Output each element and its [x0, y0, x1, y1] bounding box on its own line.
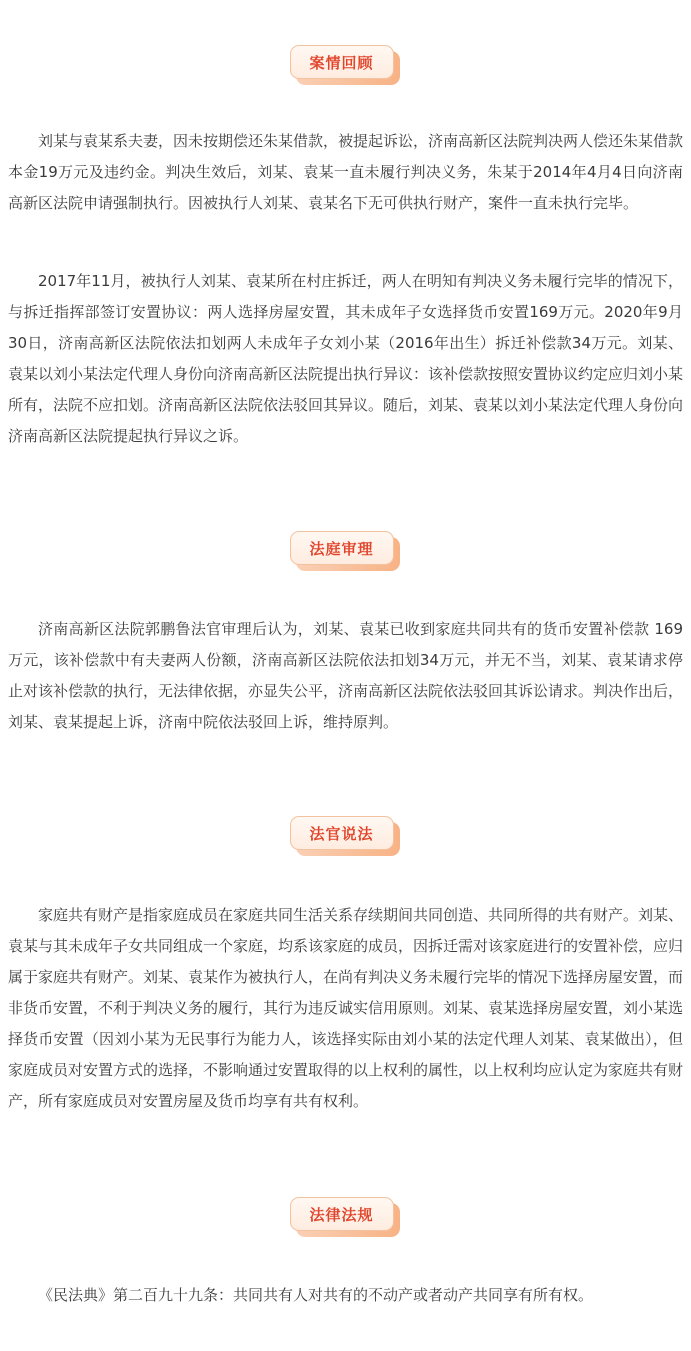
- section-heading-laws: [290, 1197, 402, 1237]
- section-title: 案情回顾: [309, 53, 374, 72]
- badge-frame: [290, 531, 394, 565]
- judge-says-paragraph: 家庭共有财产是指家庭成员在家庭共同生活关系存续期间共同创造、共同所得的共有财产。刘某、袁某与其未成年子女共同组成一个家庭，均系该家庭的成员，因拆迁需对该家庭进行的安置补偿，应归属于家庭共有财产。刘某、袁某作为被执行人，在尚有判决义务未履行完毕的情况下选择房屋安置，而非货币安置，不利于判决义务的履行，其行为违反诚实信用原则。刘某、袁某选择房屋安置，刘小某选择货币安置（因刘小某为无民事行为能力人，该选择实际由刘小某的法定代理人刘某、袁某做出），但家庭成员对安置方式的选择，不影响通过安置取得的以上权利的属性，以上权利均应认定为家庭共有财产，所有家庭成员对安置房屋及货币均享有共有权利。: [8, 906, 684, 1110]
- section-title: 法庭审理: [309, 539, 374, 558]
- badge-frame: [290, 1197, 394, 1231]
- section-heading-case-review: [290, 45, 402, 85]
- section-title: 法官说法: [309, 824, 374, 843]
- section-heading-judge-says: [290, 816, 402, 856]
- court-trial-paragraph: 济南高新区法院郭鹏鲁法官审理后认为，刘某、袁某已收到家庭共同共有的货币安置补偿款 169万元，该补偿款中有夫妻两人份额，济南高新区法院依法扣划34万元，并无不当，刘某、袁某请求停止对该补偿款的执行，无法律依据，亦显失公平，济南高新区法院依法驳回其诉讼请求。判决作出后，刘某、袁某提起上诉，济南中院依法驳回上诉，维持原判。: [8, 620, 684, 731]
- laws-paragraph: 《民法典》第二百九十九条：共同共有人对共有的不动产或者动产共同享有所有权。: [38, 1286, 594, 1304]
- badge-frame: [290, 816, 394, 850]
- section-heading-court-trial: [290, 531, 402, 571]
- case-review-paragraph-2: 2017年11月，被执行人刘某、袁某所在村庄拆迁，两人在明知有判决义务未履行完毕的情况下，与拆迁指挥部签订安置协议：两人选择房屋安置，其未成年子女选择货币安置169万元。2020年9月30日，济南高新区法院依法扣划两人未成年子女刘小某（2016年出生）拆迁补偿款34万元。刘某、袁某以刘小某法定代理人身份向济南高新区法院提出执行异议：该补偿款按照安置协议约定应归刘小某所有，法院不应扣划。济南高新区法院依法驳回其异议。随后，刘某、袁某以刘小某法定代理人身份向济南高新区法院提起执行异议之诉。: [8, 272, 684, 445]
- case-review-paragraph-1: 刘某与袁某系夫妻，因未按期偿还朱某借款，被提起诉讼，济南高新区法院判决两人偿还朱某借款本金19万元及违约金。判决生效后，刘某、袁某一直未履行判决义务，朱某于2014年4月4日向济南高新区法院申请强制执行。因被执行人刘某、袁某名下无可供执行财产，案件一直未执行完毕。: [8, 132, 684, 212]
- section-title: 法律法规: [309, 1205, 374, 1224]
- badge-frame: [290, 45, 394, 79]
